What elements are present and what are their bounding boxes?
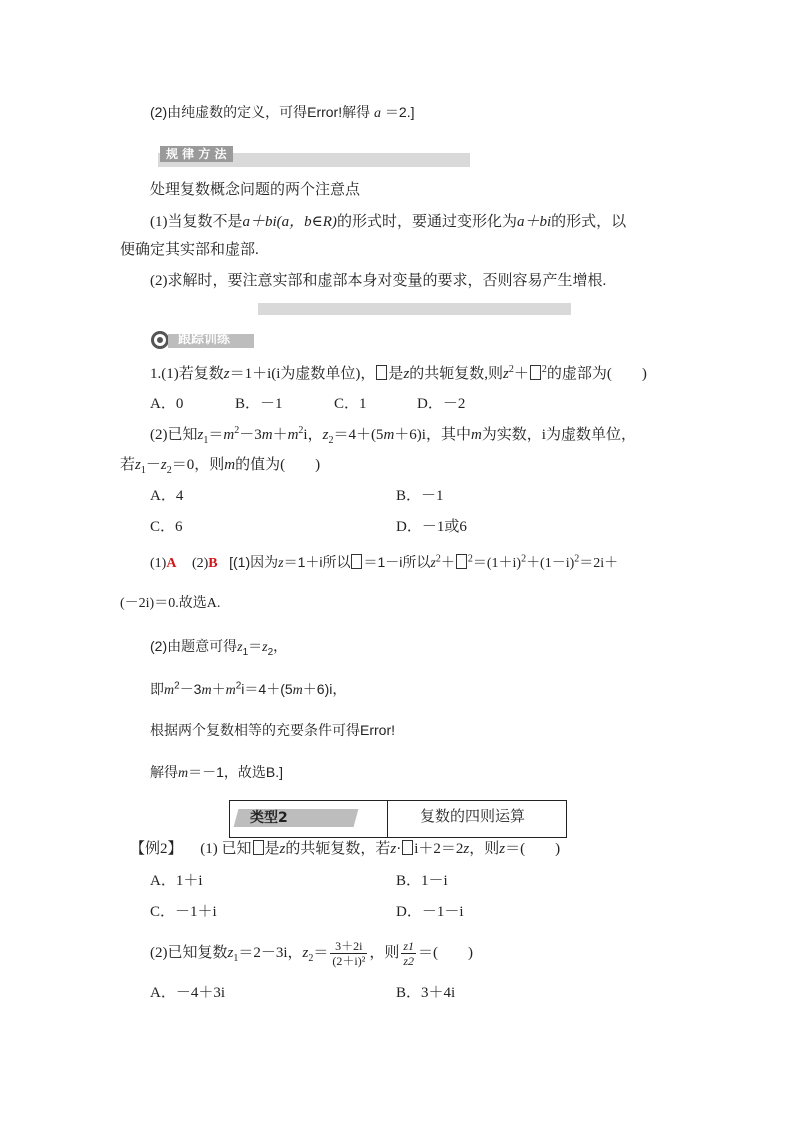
text: ＝(1＋i) [472, 556, 522, 571]
type-label: 类型2 [250, 810, 288, 826]
text: i＋2＝2 [414, 841, 464, 857]
math: z [302, 945, 309, 961]
answer-line-5 [150, 762, 283, 784]
math: z [322, 427, 329, 443]
text: ＋ [211, 681, 226, 697]
text: 的虚部为( ) [546, 366, 647, 382]
text: 是 [388, 366, 404, 382]
math: a＋bi [516, 214, 552, 230]
math: z [499, 841, 506, 857]
text: ＝－1，故选B.] [188, 764, 284, 780]
type-title: 复数的四则运算 [420, 809, 526, 825]
math: m [383, 427, 395, 443]
answer-line-1-cont: (－2i)＝0.故选A. [120, 596, 221, 611]
text: ＝2.] [384, 104, 415, 120]
text: －3 [239, 427, 262, 443]
solution-line-p1 [150, 102, 414, 124]
math: z [390, 841, 397, 857]
text: 2 [166, 465, 172, 476]
text: 2 [267, 646, 274, 658]
method-point-2: (2)求解时，要注意实部和虚部本身对变量的要求，否则容易产生增根. [150, 273, 607, 289]
text: 2 [435, 553, 441, 565]
answer-b: B [208, 556, 218, 571]
example-2-part-2 [150, 938, 473, 968]
text: ＝( ) [418, 945, 473, 961]
method-title: 处理复数概念问题的两个注意点 [150, 182, 361, 198]
text: 1 [140, 465, 146, 476]
numerator: 3＋2i [330, 939, 367, 954]
answer-line-2 [150, 636, 287, 658]
divider-bar [258, 303, 571, 315]
ex-option-c: C．－1＋i [150, 904, 217, 920]
math: z [223, 366, 230, 382]
conjugate-z-glyph [530, 365, 541, 380]
text: (2) [191, 556, 209, 571]
text: 1 [203, 435, 209, 446]
text: 的形式，以 [551, 214, 627, 230]
text: ＝1－i所以 [363, 554, 431, 570]
method-point-1-cont: 便确定其实部和虚部. [120, 242, 259, 258]
text: ＝2i＋ [579, 556, 619, 571]
text: ＝4＋(5 [333, 427, 384, 443]
math: m [178, 766, 189, 781]
text: ＋ [440, 556, 455, 571]
conjugate-z-glyph [253, 840, 264, 855]
ex2-option-b: B．3＋4i [396, 985, 456, 1001]
math: m [201, 683, 212, 698]
math: m [223, 427, 235, 443]
math: z [278, 556, 284, 571]
text: ，则 [469, 841, 500, 857]
text: 【例2】 [130, 841, 183, 857]
math: m [470, 427, 482, 443]
ex-option-d: D．－1－i [396, 904, 464, 920]
denominator: (2＋i)² [332, 954, 366, 969]
text: 2 [574, 553, 580, 565]
text: [(1)因为 [229, 554, 279, 570]
text: ＋ [513, 366, 529, 382]
text: ＝ [208, 427, 224, 443]
fraction-z1-z2 [401, 939, 416, 968]
q2-option-c: C．6 [150, 519, 183, 535]
text: 的值为( ) [235, 457, 321, 473]
text: ＋ [272, 427, 288, 443]
ex-option-b: B．1－i [396, 873, 448, 889]
text: 是 [264, 841, 280, 857]
q2-option-b: B．－1 [396, 488, 444, 504]
text: (1) [150, 556, 167, 571]
answer-line-4: 根据两个复数相等的充要条件可得Error! [150, 722, 395, 738]
ex2-option-a: A．－4＋3i [150, 985, 226, 1001]
question-2-cont [120, 455, 320, 475]
text: ＝ [313, 945, 329, 961]
text: (1) 已知 [200, 841, 252, 857]
conjugate-z-glyph [351, 554, 362, 569]
text: 的形式时，要通过变形化为 [336, 214, 517, 230]
text: i＝4＋(5 [241, 681, 293, 697]
text: (2)已知复数 [150, 945, 228, 961]
text: ＋6)i， [302, 681, 347, 697]
math: m [292, 683, 303, 698]
text: 2 [328, 435, 334, 446]
math: m [225, 683, 236, 698]
training-header: 跟踪训练 [178, 332, 231, 347]
text: －3 [179, 681, 202, 697]
text: i， [303, 427, 323, 443]
q2-option-d: D．－1或6 [396, 519, 467, 535]
answer-line-1 [150, 552, 618, 574]
math: z [279, 841, 286, 857]
text: ＋(1－i) [526, 556, 575, 571]
text: 1.(1)若复数 [150, 366, 224, 382]
text: 2 [508, 364, 514, 375]
method-point-1 [150, 212, 626, 232]
type-header-box [229, 800, 567, 838]
fraction-z2 [330, 939, 367, 968]
text: 2 [521, 553, 527, 565]
type-label-cell [230, 801, 388, 837]
q1-option-b: B．－1 [235, 396, 283, 412]
math: z [197, 427, 204, 443]
q1-option-a: A．0 [150, 396, 184, 412]
conjugate-z-glyph [456, 554, 467, 569]
text: 的共轭复数,则 [409, 366, 504, 382]
text: ， [273, 638, 288, 654]
text: (2)由纯虚数的定义，可得Error!解得 [150, 104, 371, 120]
text: 1 [242, 646, 249, 658]
text: ＝( ) [505, 841, 561, 857]
text: a [374, 106, 382, 121]
text: ＝1＋i(i为虚数单位)， [229, 366, 376, 382]
math: z [403, 366, 410, 382]
method-header: 规 律 方 法 [160, 146, 233, 162]
text: ＋6)i，其中 [394, 427, 471, 443]
text: 2 [298, 425, 304, 436]
text: ＝1＋i所以 [283, 554, 351, 570]
conjugate-z-glyph [376, 365, 387, 380]
text: (1)当复数不是 [150, 214, 243, 230]
numerator: z1 [403, 939, 414, 954]
target-icon [150, 330, 170, 355]
text: 2 [308, 953, 314, 964]
math: m [287, 427, 299, 443]
answer-line-3 [150, 679, 346, 701]
math: z [227, 945, 234, 961]
example-2 [130, 839, 560, 859]
math: m [164, 683, 175, 698]
text: (2)已知 [150, 427, 198, 443]
math: m [224, 457, 236, 473]
text: 1 [233, 953, 239, 964]
math: z [160, 457, 167, 473]
text: · [396, 841, 402, 857]
text: ＝0，则 [171, 457, 225, 473]
math: z [430, 556, 436, 571]
question-2 [150, 425, 636, 445]
text: ＝ [248, 638, 263, 654]
text: (2)由题意可得 [150, 638, 238, 654]
text: ＝2－3i， [238, 945, 303, 961]
text: 的共轭复数，若 [285, 841, 391, 857]
text: 若 [120, 457, 136, 473]
text: 2 [541, 364, 547, 375]
text: 即 [150, 681, 164, 697]
text: ，则 [369, 945, 400, 961]
math: m [261, 427, 273, 443]
denominator: z2 [403, 954, 414, 969]
question-1 [150, 364, 647, 384]
q2-option-a: A．4 [150, 488, 184, 504]
math: z [135, 457, 141, 473]
text: 解得 [150, 764, 178, 780]
answer-a: A [166, 556, 177, 571]
math: z [237, 640, 243, 655]
text: 2 [235, 680, 242, 692]
q1-option-c: C．1 [334, 396, 367, 412]
math: z [262, 640, 268, 655]
text: 2 [467, 553, 473, 565]
math: z [463, 841, 470, 857]
text: 2 [234, 425, 240, 436]
conjugate-z-glyph [402, 840, 413, 855]
text: － [145, 457, 161, 473]
text: 为实数，i为虚数单位， [481, 427, 636, 443]
math: z [503, 366, 509, 382]
math: a＋bi(a，b∈R) [242, 214, 337, 230]
q1-option-d: D．－2 [417, 396, 466, 412]
text: 2 [174, 680, 180, 692]
ex-option-a: A．1＋i [150, 873, 203, 889]
